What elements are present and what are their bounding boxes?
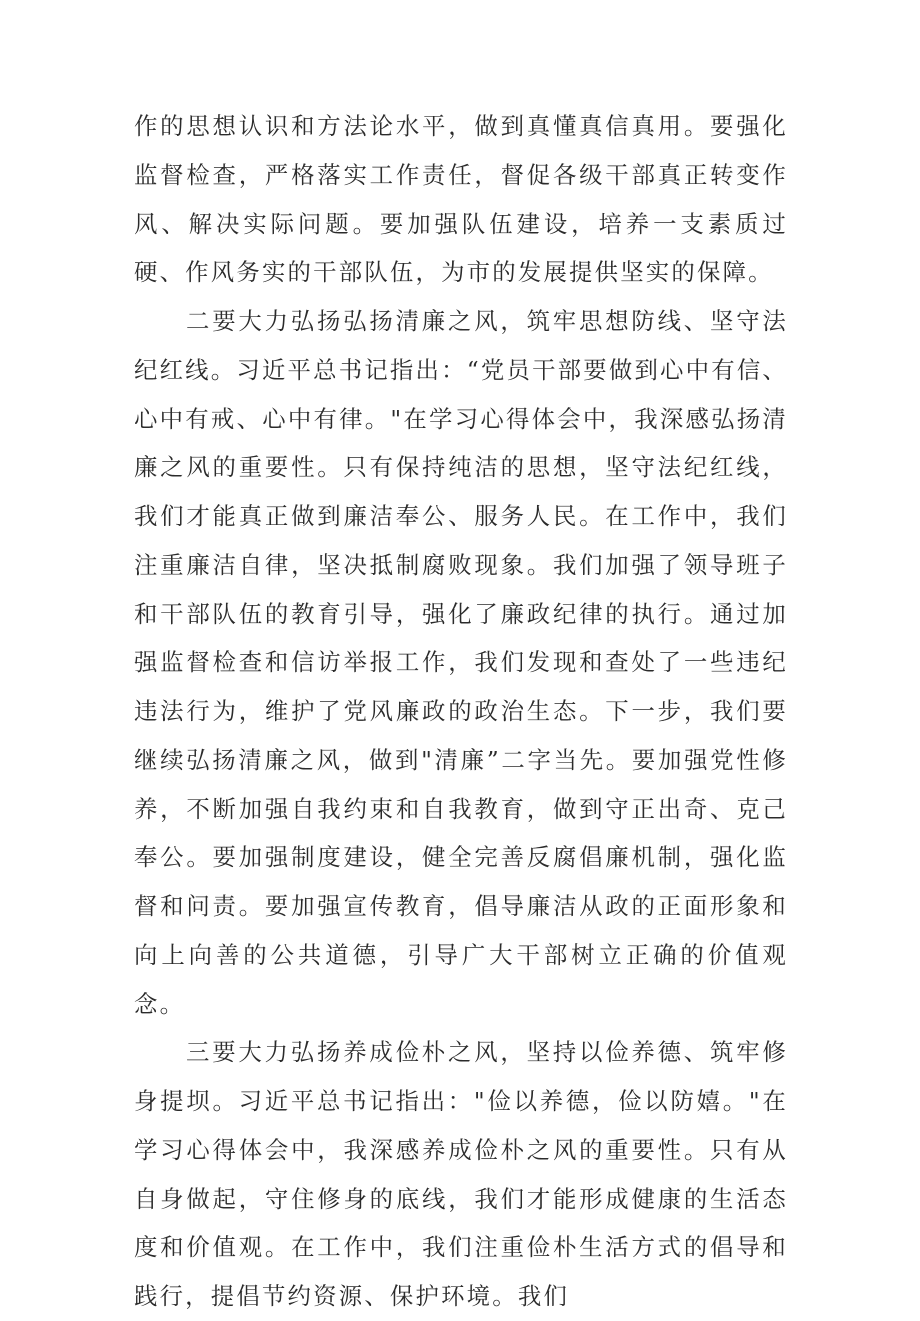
document-body — [134, 102, 788, 1321]
paragraph-2: 二要大力弘扬弘扬清廉之风，筑牢思想防线、坚守法纪红线。习近平总书记指出：“党员干部要做到心中有信、心中有戒、心中有律。"在学习心得体会中，我深感弘扬清廉之风的重要性。只有保持纯洁的思想，坚守法纪红线，我们才能真正做到廉洁奉公、服务人民。在工作中，我们注重廉洁自律，坚决抵制腐败现象。我们加强了领导班子和干部队伍的教育引导，强化了廉政纪律的执行。通过加强监督检查和信访举报工作，我们发现和查处了一些违纪违法行为，维护了党风廉政的政治生态。下一步，我们要继续弘扬清廉之风，做到"清廉”二字当先。要加强党性修养，不断加强自我约束和自我教育，做到守正出奇、克己奉公。要加强制度建设，健全完善反腐倡廉机制，强化监督和问责。要加强宣传教育，倡导廉洁从政的正面形象和向上向善的公共道德，引导广大干部树立正确的价值观念。 — [134, 307, 788, 1018]
paragraph-3: 三要大力弘扬养成俭朴之风，坚持以俭养德、筑牢修身提坝。习近平总书记指出："俭以养德，俭以防嬉。"在学习心得体会中，我深感养成俭朴之风的重要性。只有从自身做起，守住修身的底线，我们才能形成健康的生活态度和价值观。在工作中，我们注重俭朴生活方式的倡导和践行，提倡节约资源、保护环境。我们 — [134, 1038, 788, 1310]
paragraph-1: 作的思想认识和方法论水平，做到真懂真信真用。要强化监督检查，严格落实工作责任，督促各级干部真正转变作风、解决实际问题。要加强队伍建设，培养一支素质过硬、作风务实的干部队伍，为市的发展提供坚实的保障。 — [134, 112, 788, 287]
